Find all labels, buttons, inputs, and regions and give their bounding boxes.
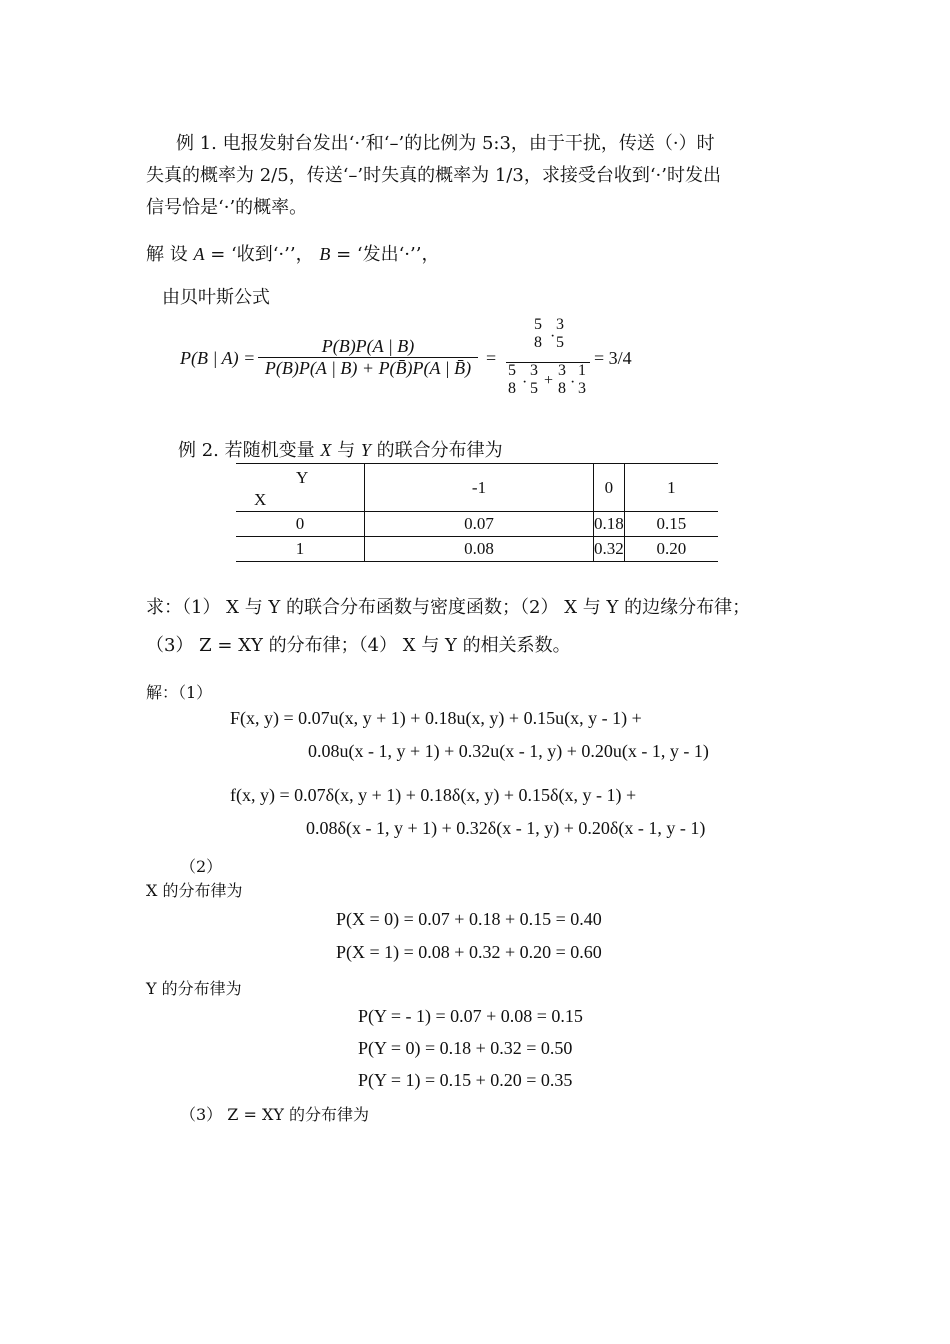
question-line2: （3） Z = XY 的分布律；（4） X 与 Y 的相关系数。 (146, 635, 571, 656)
bayes-numerator: P(B)P(A | B) (321, 336, 415, 356)
example2-title-a: 例 2. 若随机变量 (178, 440, 315, 461)
example2-title-c: 的联合分布律为 (376, 440, 503, 461)
bayes-lhs: P(B | A) = (180, 348, 256, 368)
table-cell: 0.20 (656, 539, 687, 558)
f-line1: f(x, y) = 0.07δ(x, y + 1) + 0.18δ(x, y) + 0.15δ(x, y - 1) + (230, 785, 637, 805)
col-header: 0 (594, 464, 625, 512)
bayes-main-fraction (258, 336, 478, 379)
solution1-B: B (319, 244, 331, 264)
frac-3-5-top: 3 5 (556, 316, 564, 351)
frac-3-5-bot: 3 5 (530, 362, 538, 397)
f-line2: 0.08δ(x - 1, y + 1) + 0.32δ(x - 1, y) + 0.20δ(x - 1, y - 1) (306, 818, 706, 838)
px1: P(X = 1) = 0.08 + 0.32 + 0.20 = 0.60 (336, 942, 602, 962)
bayes-formula (180, 318, 640, 410)
x-dist-label: X 的分布律为 (146, 881, 243, 900)
F-line1: F(x, y) = 0.07u(x, y + 1) + 0.18u(x, y) + 0.15u(x, y - 1) + (230, 708, 642, 728)
row-label: 1 (236, 537, 365, 562)
row-label: 0 (236, 512, 365, 537)
table-cell: 0.08 (365, 537, 594, 562)
solution1-eq2: = ‘发出‘·’’， (330, 244, 440, 265)
frac-1-3-bot: 1 3 (578, 362, 586, 397)
bayes-label: 由贝叶斯公式 (162, 287, 270, 308)
py0: P(Y = 0) = 0.18 + 0.32 = 0.50 (358, 1038, 573, 1058)
table-cell: 0.07 (365, 512, 594, 537)
equals-sign: = (486, 348, 497, 368)
table-header-row (236, 464, 718, 512)
example1-line1: 例 1. 电报发射台发出‘·’和‘–’的比例为 5:3，由于干扰，传送（·）时 (176, 133, 715, 154)
solution1-A: A (193, 244, 205, 264)
solution1-prefix: 解 设 (146, 244, 188, 265)
table-row (236, 537, 718, 562)
corner-x-label: X (254, 490, 267, 509)
px0: P(X = 0) = 0.07 + 0.18 + 0.15 = 0.40 (336, 909, 602, 929)
table-row (236, 512, 718, 537)
question-line1: 求：（1） X 与 Y 的联合分布函数与密度函数；（2） X 与 Y 的边缘分布律； (146, 597, 751, 618)
table-cell: 0.18 (594, 512, 625, 537)
example2-X: X (320, 440, 332, 460)
example1-line2: 失真的概率为 2/5，传送‘–’时失真的概率为 1/3，求接受台收到‘·’时发出 (146, 165, 721, 186)
example1-line3: 信号恰是‘·’的概率。 (146, 197, 308, 218)
frac-3-8-bot: 3 8 (558, 362, 566, 397)
col-header: -1 (365, 464, 594, 512)
py-minus1: P(Y = - 1) = 0.07 + 0.08 = 0.15 (358, 1006, 583, 1026)
F-line2: 0.08u(x - 1, y + 1) + 0.32u(x - 1, y) + 0.20u(x - 1, y - 1) (308, 741, 709, 761)
corner-y-label: Y (296, 468, 309, 487)
frac-5-8-top: 5 8 (534, 316, 542, 351)
py1: P(Y = 1) = 0.15 + 0.20 = 0.35 (358, 1070, 573, 1090)
table-corner (236, 464, 365, 512)
y-dist-label: Y 的分布律为 (146, 979, 242, 998)
solution2-label3: （3） Z = XY 的分布律为 (180, 1105, 370, 1124)
bayes-denominator: P(B)P(A | B) + P(B̄)P(A | B̄) (258, 357, 478, 379)
solution1-setup (146, 238, 439, 271)
joint-distribution-table (236, 463, 718, 562)
table-cell: 0.32 (594, 537, 625, 562)
example2-title-b: 与 (337, 440, 356, 461)
col-header: 1 (667, 477, 676, 497)
solution2-label2: （2） (180, 857, 223, 876)
bayes-numeric-fraction: 5 8 · 3 5 5 8 · 3 5 + 3 8 · 1 3 (506, 318, 590, 410)
bayes-result: = 3/4 (594, 348, 632, 368)
solution1-eq: = ‘收到‘·’’， (204, 244, 314, 265)
example2-Y: Y (360, 440, 371, 460)
frac-5-8-bot: 5 8 (508, 362, 516, 397)
solution2-label1: 解：（1） (146, 683, 213, 702)
table-cell: 0.15 (656, 514, 687, 533)
